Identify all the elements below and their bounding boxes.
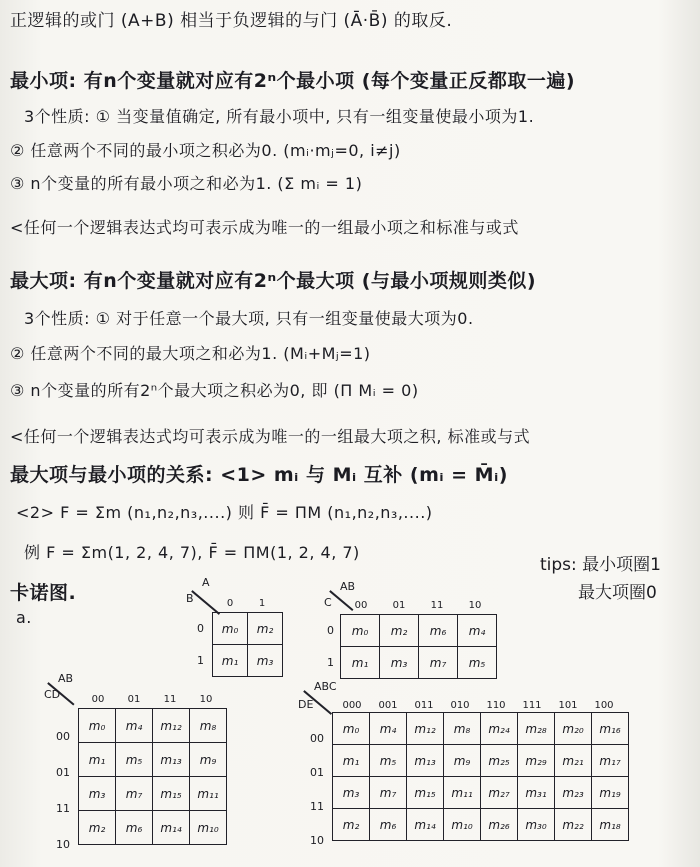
- kmap-col-label: 100: [594, 700, 614, 711]
- kmap-cell: m₂₃: [555, 777, 592, 809]
- note-line-relation-2: <2> F = Σm (n₁,n₂,n₃,....) 则 F̄ = ΠM (n₁,n₂,n₃,....): [16, 503, 433, 522]
- heading-maxterm: 最大项: 有n个变量就对应有2ⁿ个最大项 (与最小项规则类似): [10, 270, 537, 292]
- kmap-cell: m₁₀: [444, 809, 481, 841]
- kmap-row-label: 00: [310, 732, 324, 745]
- kmap-col-label: 11: [430, 600, 444, 611]
- kmap-cell: m₁: [79, 743, 116, 777]
- kmap-var-top: A: [202, 576, 210, 589]
- kmap-cell: m₅: [458, 647, 497, 679]
- kmap-col-label: 101: [558, 700, 578, 711]
- note-line-or-gate: 正逻辑的或门 (A+B) 相当于负逻辑的与门 (Ā·B̄) 的取反.: [10, 11, 453, 31]
- kmap-cell: m₁: [213, 645, 248, 677]
- kmap-col-label: 0: [226, 598, 234, 609]
- kmap-row-label: 11: [56, 802, 70, 815]
- kmap-cell: m₂: [333, 809, 370, 841]
- kmap-cell: m₂₆: [481, 809, 518, 841]
- kmap-cell: m₇: [370, 777, 407, 809]
- kmap-cell: m₀: [213, 613, 248, 645]
- kmap-5-variable: [296, 682, 698, 864]
- kmap-cell: m₁: [333, 745, 370, 777]
- kmap-col-label: 011: [414, 700, 434, 711]
- kmap-row-label: 1: [197, 654, 204, 667]
- kmap-col-label: 001: [378, 700, 398, 711]
- note-label-a: a.: [16, 608, 32, 627]
- kmap-cell: m₄: [458, 615, 497, 647]
- kmap-cell: m₁₂: [153, 709, 190, 743]
- note-line-minterm-prop3: ③ n个变量的所有最小项之和必为1. (Σ mᵢ = 1): [10, 174, 363, 193]
- kmap-cell: m₂₁: [555, 745, 592, 777]
- kmap-cell: m₃: [380, 647, 419, 679]
- kmap-cell: m₁₄: [407, 809, 444, 841]
- kmap-cell: m₇: [419, 647, 458, 679]
- kmap-cell: m₂₉: [518, 745, 555, 777]
- kmap-cell: m₂₄: [481, 713, 518, 745]
- kmap-var-top: ABC: [314, 680, 337, 693]
- kmap-cell: m₃₁: [518, 777, 555, 809]
- kmap-row-label: 11: [310, 800, 324, 813]
- heading-karnaugh: 卡诺图.: [10, 582, 77, 604]
- kmap-cell: m₁₉: [592, 777, 629, 809]
- kmap-row-label: 01: [310, 766, 324, 779]
- kmap-cell: m₅: [370, 745, 407, 777]
- kmap-cell: m₁₈: [592, 809, 629, 841]
- kmap-col-label: 010: [450, 700, 470, 711]
- kmap-col-label: 10: [199, 694, 213, 705]
- kmap-cell: m₁₀: [190, 811, 227, 845]
- kmap-cell: m₉: [444, 745, 481, 777]
- kmap-cell: m₁₆: [592, 713, 629, 745]
- kmap-cell: m₀: [341, 615, 380, 647]
- kmap-row-label: 0: [197, 622, 204, 635]
- kmap-cell: m₈: [190, 709, 227, 743]
- kmap-cell: m₈: [444, 713, 481, 745]
- kmap-3-variable: [318, 580, 498, 688]
- note-line-maxterm-prop3: ③ n个变量的所有2ⁿ个最大项之积必为0, 即 (Π Mᵢ = 0): [10, 381, 419, 400]
- kmap-cell: m₁₇: [592, 745, 629, 777]
- kmap-var-left: B: [186, 592, 194, 605]
- note-line-maxterm-standard: <任何一个逻辑表达式均可表示成为唯一的一组最大项之积, 标准或与式: [10, 427, 531, 446]
- kmap-cell: m₁₅: [407, 777, 444, 809]
- kmap-row-label: 00: [56, 730, 70, 743]
- kmap-col-label: 10: [468, 600, 482, 611]
- kmap-col-label: 110: [486, 700, 506, 711]
- kmap-cell: m₀: [79, 709, 116, 743]
- kmap-var-left: CD: [44, 688, 61, 701]
- kmap-cell: m₁₂: [407, 713, 444, 745]
- kmap-var-top: AB: [58, 672, 74, 685]
- kmap-row-label: 10: [56, 838, 70, 851]
- kmap-col-label: 00: [91, 694, 105, 705]
- note-line-example: 例 F = Σm(1, 2, 4, 7), F̄ = ΠM(1, 2, 4, 7): [24, 543, 360, 562]
- kmap-cell: m₂₇: [481, 777, 518, 809]
- kmap-cell: m₄: [116, 709, 153, 743]
- kmap-cell: m₁₁: [190, 777, 227, 811]
- tips-maxterm: 最大项圈0: [578, 583, 657, 603]
- kmap-cell: m₆: [370, 809, 407, 841]
- kmap-cell: m₁₁: [444, 777, 481, 809]
- kmap-var-top: AB: [340, 580, 356, 593]
- kmap-var-left: C: [324, 596, 332, 609]
- kmap-cell: m₆: [419, 615, 458, 647]
- kmap-2-variable: [172, 578, 302, 678]
- kmap-cell: m₃: [248, 645, 283, 677]
- kmap-cell: m₃₀: [518, 809, 555, 841]
- kmap-col-label: 00: [354, 600, 368, 611]
- note-line-maxterm-prop2: ② 任意两个不同的最大项之和必为1. (Mᵢ+Mⱼ=1): [10, 344, 371, 363]
- kmap-cell: m₁₄: [153, 811, 190, 845]
- kmap-4-variable: [40, 674, 240, 864]
- kmap-cell: m₂₈: [518, 713, 555, 745]
- kmap-cell: m₅: [116, 743, 153, 777]
- kmap-col-label: 01: [127, 694, 141, 705]
- kmap-cell: m₄: [370, 713, 407, 745]
- kmap-cell: m₂₀: [555, 713, 592, 745]
- kmap-row-label: 10: [310, 834, 324, 847]
- kmap-col-label: 11: [163, 694, 177, 705]
- kmap-cell: m₆: [116, 811, 153, 845]
- kmap-col-label: 01: [392, 600, 406, 611]
- kmap-cell: m₀: [333, 713, 370, 745]
- note-line-minterm-prop2: ② 任意两个不同的最小项之积必为0. (mᵢ·mⱼ=0, i≠j): [10, 141, 401, 160]
- kmap-cell: m₃: [79, 777, 116, 811]
- tips-minterm: tips: 最小项圈1: [540, 555, 661, 575]
- kmap-col-label: 000: [342, 700, 362, 711]
- kmap-cell: m₉: [190, 743, 227, 777]
- kmap-cell: m₂: [79, 811, 116, 845]
- note-line-maxterm-prop1: 3个性质: ① 对于任意一个最大项, 只有一组变量使最大项为0.: [24, 309, 474, 328]
- kmap-cell: m₇: [116, 777, 153, 811]
- tips-box: [540, 551, 661, 607]
- note-line-minterm-standard: <任何一个逻辑表达式均可表示成为唯一的一组最小项之和标准与或式: [10, 218, 519, 237]
- kmap-var-left: DE: [298, 698, 314, 711]
- kmap-cell: m₃: [333, 777, 370, 809]
- kmap-cell: m₁₅: [153, 777, 190, 811]
- kmap-row-label: 01: [56, 766, 70, 779]
- heading-relation: 最大项与最小项的关系: <1> mᵢ 与 Mᵢ 互补 (mᵢ = M̄ᵢ): [10, 464, 508, 486]
- kmap-cell: m₂: [248, 613, 283, 645]
- kmap-cell: m₂: [380, 615, 419, 647]
- kmap-cell: m₁₃: [153, 743, 190, 777]
- heading-minterm: 最小项: 有n个变量就对应有2ⁿ个最小项 (每个变量正反都取一遍): [10, 70, 576, 92]
- kmap-row-label: 1: [327, 656, 334, 669]
- kmap-cell: m₁: [341, 647, 380, 679]
- kmap-cell: m₂₅: [481, 745, 518, 777]
- kmap-col-label: 111: [522, 700, 542, 711]
- note-line-minterm-prop1: 3个性质: ① 当变量值确定, 所有最小项中, 只有一组变量使最小项为1.: [24, 107, 535, 126]
- kmap-cell: m₁₃: [407, 745, 444, 777]
- kmap-cell: m₂₂: [555, 809, 592, 841]
- kmap-col-label: 1: [258, 598, 266, 609]
- kmap-row-label: 0: [327, 624, 334, 637]
